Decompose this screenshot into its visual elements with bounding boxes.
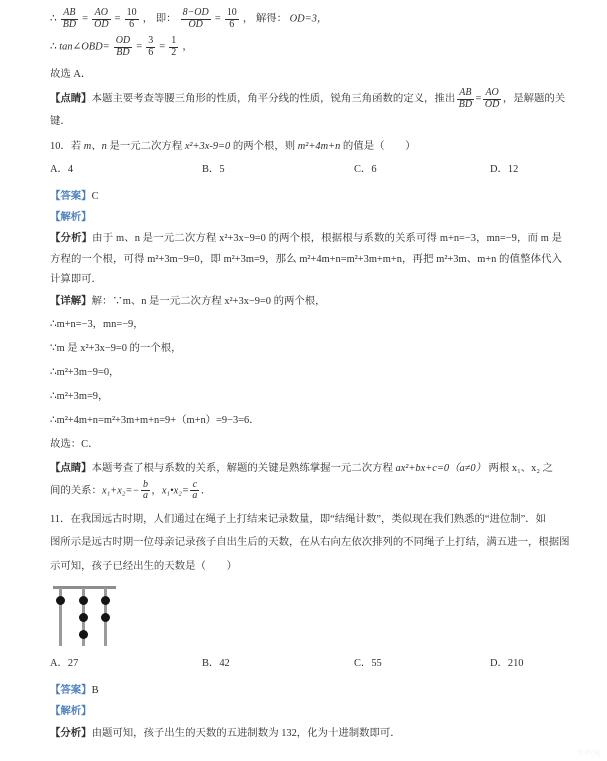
fraction-3-6	[146, 36, 155, 59]
question-11-figure-wrap	[50, 580, 560, 654]
knot-middle-3	[79, 630, 88, 639]
fraction-denominator: BD	[116, 46, 130, 58]
question-10-xiangjie-line-0	[50, 291, 560, 314]
question-10-dianjing-line2	[50, 480, 560, 509]
q10-stem-part1: 若	[70, 141, 84, 152]
fraction-10-6	[125, 8, 139, 31]
question-11-stem-line-2	[50, 556, 560, 580]
ji-label: 即：	[155, 13, 177, 25]
option-b[interactable]	[202, 160, 354, 186]
q11-answer-value: B	[91, 684, 99, 696]
solution-line-1	[50, 8, 560, 36]
q11-fenxi-tag: 【分析】	[50, 727, 92, 739]
page-content	[50, 7, 570, 745]
q11-option-b[interactable]	[202, 654, 354, 680]
question-11-analysis-tag	[50, 701, 560, 723]
xiangjie-line-0: 解：∵m、n 是一元二次方程 x²+3x−9=0 的两个根，	[91, 295, 326, 307]
q11-option-a-label: A．	[50, 657, 68, 669]
question-11-answer	[50, 680, 560, 701]
equals-3: =	[214, 13, 221, 25]
knot-middle-1	[79, 596, 88, 605]
option-c-value: 6	[371, 164, 377, 175]
question-10-xiangjie-line-1	[50, 314, 560, 338]
q11-option-b-value: 42	[219, 657, 230, 669]
question-10-xiangjie-line-4	[50, 386, 560, 410]
fraction-numerator: 8−OD	[182, 7, 209, 18]
fraction-denominator: OD	[94, 18, 109, 30]
equals-2: =	[114, 13, 121, 25]
xiangjie-line-2: ∵m 是 x²+3x−9=0 的一个根，	[50, 342, 182, 354]
fraction-numerator: 1	[171, 35, 177, 46]
option-d[interactable]	[490, 160, 560, 186]
fraction-ao-od-2	[483, 88, 501, 111]
q11-option-c-value: 55	[371, 657, 382, 669]
q10-expression: m²+4m+n	[297, 141, 341, 152]
question-11-number: 11．	[50, 513, 71, 525]
q11-option-a[interactable]	[50, 654, 202, 680]
vieta-comma: ，	[151, 485, 162, 497]
question-10-xiangjie-line-6	[50, 434, 560, 458]
q11-analysis-tag: 【解析】	[50, 705, 92, 717]
xiangjie-line-6: 故选：C．	[50, 438, 99, 450]
answer-tag: 【答案】	[50, 191, 92, 202]
watermark: 学科网	[577, 749, 601, 757]
option-d-value: 12	[507, 164, 519, 175]
knot-middle-2	[79, 613, 88, 622]
fraction-numerator: AO	[92, 8, 110, 20]
q10-variables: m、n	[83, 141, 107, 152]
knot-counting-diagram	[50, 580, 150, 654]
option-a-value: 4	[67, 164, 74, 175]
question-10-xiangjie-line-3	[50, 362, 560, 386]
question-10-number: 10．	[50, 141, 71, 152]
xiangjie-line-3: ∴m²+3m−9=0，	[50, 366, 120, 378]
q11-option-c-label: C．	[354, 657, 372, 669]
q10-vieta-product-left: x₁•x₂=	[161, 485, 189, 497]
fraction-denominator: 6	[229, 18, 235, 30]
q10-equation: x²+3x‑9=0	[184, 141, 231, 152]
fraction-denominator: OD	[484, 98, 500, 110]
q11-option-d-value: 210	[507, 657, 524, 669]
fraction-numerator: 3	[148, 35, 154, 46]
fraction-1-2	[169, 36, 178, 59]
comma-1: ，	[142, 13, 154, 25]
question-10-dianjing	[50, 458, 560, 480]
xiangjie-tag: 【详解】	[50, 295, 92, 307]
fraction-ab-bd-2	[457, 88, 474, 111]
equals-1: =	[82, 13, 89, 25]
analysis-tag: 【解析】	[50, 212, 92, 223]
fraction-denominator: BD	[62, 18, 77, 30]
q10-dianjing-text-a: 本题考查了根与系数的关系，解题的关键是熟练掌握一元二次方程	[91, 462, 396, 474]
fraction-8minusod-od	[181, 8, 211, 31]
solution-choice-line	[50, 64, 560, 88]
fraction-numerator: c	[190, 480, 199, 492]
option-a[interactable]	[50, 160, 202, 186]
q11-option-a-value: 27	[67, 657, 79, 669]
dianjing-block-prev-line2	[50, 111, 560, 136]
dianjing-text-before: 本题主要考查等腰三角形的性质，角平分线的性质，锐角三角函数的定义，推出	[91, 93, 456, 105]
vieta-period: ．	[200, 485, 212, 497]
fraction-ao-od	[92, 8, 110, 31]
question-10-fenxi	[50, 229, 562, 291]
xiangjie-line-5: ∴m²+4m+n=m²+3m+m+n=9+（m+n）=9−3=6．	[50, 414, 260, 426]
q11-option-d-label: D．	[490, 657, 508, 669]
fraction-denominator: 2	[171, 46, 177, 58]
q11-stem-line-1: 图所示是远古时期一位母亲记录孩子自出生后的天数，在从右向左依次排列的不同绳子上打结，满五进一，根据图	[50, 536, 570, 548]
fraction-b-a	[141, 480, 150, 503]
therefore-symbol-1: ∴	[50, 13, 57, 25]
fenxi-tag: 【分析】	[50, 233, 93, 244]
q11-fenxi-text: 由题可知，孩子出生的天数的五进制数为 132，化为十进制数即可．	[91, 727, 401, 739]
fraction-numerator: AB	[61, 8, 78, 20]
knot-right-2	[101, 613, 110, 622]
fraction-numerator: 10	[126, 7, 137, 18]
fraction-10-6-b	[225, 8, 239, 31]
dianjing-block-prev	[50, 87, 566, 111]
therefore-symbol-2: ∴	[50, 41, 57, 53]
option-a-label: A．	[50, 164, 68, 175]
jiede-label: 解得：	[255, 13, 288, 25]
q11-stem-line-2: 示可知，孩子已经出生的天数是（ ）	[50, 560, 238, 572]
fraction-ab-bd	[61, 8, 78, 31]
fraction-denominator: BD	[458, 98, 473, 110]
fraction-numerator: b	[142, 478, 148, 490]
q11-option-d[interactable]	[490, 654, 560, 680]
q10-dianjing-equation: ax²+bx+c=0（a≠0）	[395, 462, 486, 474]
option-b-label: B．	[202, 164, 220, 175]
xiangjie-line-4: ∴m²+3m=9，	[50, 390, 109, 402]
tan-obd-label: tan∠OBD=	[59, 41, 110, 53]
q10-vieta-sum-left: x₁+x₂=−	[101, 485, 140, 497]
fraction-od-bd	[114, 36, 132, 59]
option-d-label: D．	[490, 164, 508, 175]
fraction-c-a	[190, 480, 199, 503]
option-c[interactable]	[354, 160, 490, 186]
knot-right-1	[101, 596, 110, 605]
option-c-label: C．	[354, 164, 372, 175]
q10-stem-part4: 的值是（ ）	[340, 141, 416, 152]
question-11-stem-line-0	[50, 509, 560, 532]
fraction-numerator: AO	[483, 88, 501, 100]
question-10-analysis-tag	[50, 207, 560, 229]
fraction-denominator: OD	[188, 18, 203, 30]
equals-5: =	[159, 41, 166, 53]
q10-dianjing-tag: 【点睛】	[50, 462, 92, 474]
question-10-answer	[50, 186, 560, 207]
dianjing-text-after: ，是解题的关	[502, 93, 566, 105]
od-result: OD=3，	[289, 13, 328, 25]
xiangjie-line-1: ∴m+n=−3，mn=−9，	[50, 318, 144, 330]
question-10-options	[50, 160, 560, 186]
q10-stem-part3: 的两个根，则	[230, 141, 298, 152]
q11-answer-tag: 【答案】	[50, 684, 92, 696]
question-11-options	[50, 654, 560, 680]
guxuan-a: 故选 A．	[50, 69, 92, 80]
q11-option-c[interactable]	[354, 654, 490, 680]
question-10-xiangjie-line-5	[50, 410, 560, 434]
solution-line-2	[50, 36, 560, 64]
q10-dianjing-prefix: 间的关系：	[50, 485, 102, 497]
q11-option-b-label: B．	[202, 657, 220, 669]
dianjing-tag: 【点睛】	[50, 93, 92, 105]
question-10-xiangjie-line-2	[50, 338, 560, 362]
answer-value: C	[91, 191, 99, 202]
dianjing-continuation: 键．	[50, 116, 71, 127]
q11-stem-line-0: 在我国远古时期，人们通过在绳子上打结来记录数量，即“结绳计数”，类似现在我们熟悉的“进位制”．如	[70, 513, 547, 525]
fenxi-text: 由于 m、n 是一元二次方程 x²+3x−9=0 的两个根，根据根与系数的关系可得 m+n=−3，mn=−9，而 m 是方程的一个根，可得 m²+3m−9=0，即 m²+3m=9，那么 m²+4m+n=m²+3m+m+n，再把 m²+3m、m+n 的值整体代入计算即可．	[50, 233, 563, 285]
question-11-stem-line-1	[50, 532, 570, 556]
fraction-numerator: AB	[457, 88, 474, 100]
comma-2: ，	[242, 13, 254, 25]
equals-4: =	[136, 41, 143, 53]
option-b-value: 5	[219, 164, 225, 175]
question-10-stem	[50, 136, 560, 160]
question-11-fenxi	[50, 723, 560, 745]
q10-dianjing-text-b: 两根 x₁、x₂ 之	[485, 462, 553, 474]
q10-stem-part2: 是一元二次方程	[106, 141, 185, 152]
trailing-comma: ，	[182, 41, 193, 53]
equals-6: =	[475, 93, 482, 105]
fraction-numerator: OD	[115, 35, 131, 46]
fraction-denominator: 6	[148, 46, 154, 58]
fraction-denominator: a	[192, 490, 198, 502]
fraction-denominator: a	[142, 490, 148, 502]
fraction-numerator: 10	[226, 7, 237, 18]
knot-left-1	[56, 596, 65, 605]
fraction-denominator: 6	[129, 18, 135, 30]
